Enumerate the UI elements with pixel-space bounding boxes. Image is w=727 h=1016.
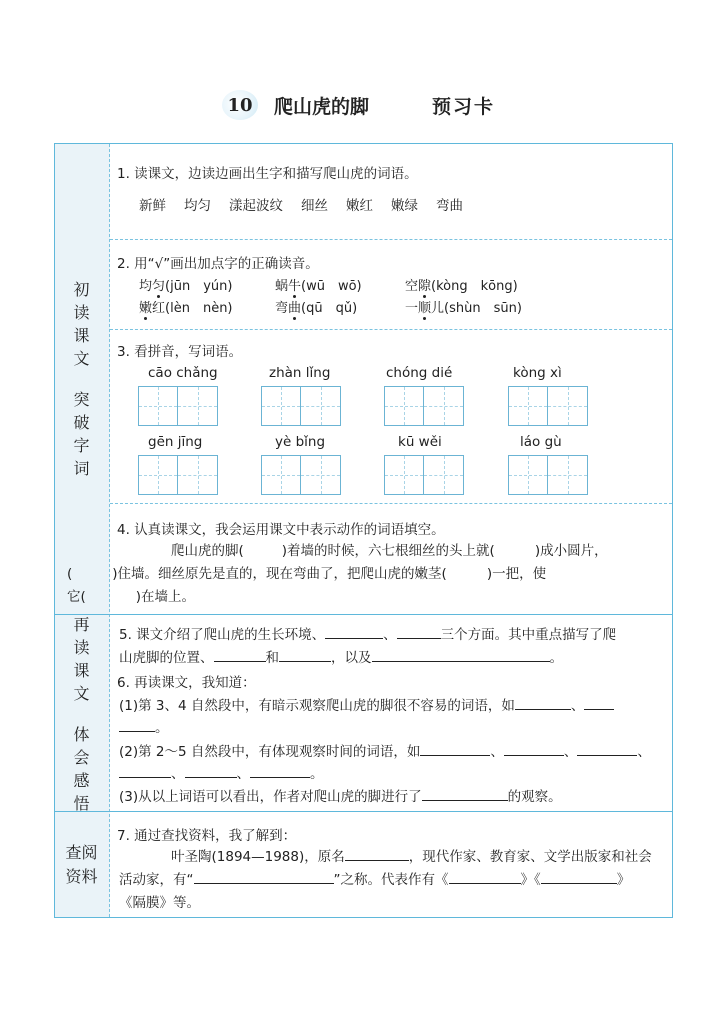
- writing-cell[interactable]: [178, 386, 218, 426]
- pinyin: kòng xì: [513, 365, 562, 381]
- word: 细丝: [301, 198, 328, 214]
- blank[interactable]: [541, 869, 617, 884]
- divider: [110, 239, 672, 240]
- question-5: 5. 课文介绍了爬山虎的生长环境、 、 三个方面。其中重点描写了爬 山虎脚的位置、 和 ，以及 。: [119, 624, 667, 670]
- question-6-part-1: (1)第 3、4 自然段中，有暗示观察爬山虎的脚很不容易的词语，如 、 。: [119, 695, 667, 739]
- blank[interactable]: [447, 564, 487, 578]
- dotted-char: 牛: [288, 275, 301, 294]
- blank[interactable]: [420, 741, 490, 756]
- blank[interactable]: [397, 624, 441, 639]
- pinyin: gēn jīng: [148, 434, 203, 450]
- pinyin-choice[interactable]: 嫩红(lèn nèn): [139, 297, 233, 316]
- blank[interactable]: [72, 564, 112, 578]
- section1-char: 破: [73, 413, 90, 432]
- blank[interactable]: [515, 695, 571, 710]
- section1-char: 字: [73, 436, 90, 455]
- question-1-words: [139, 194, 463, 214]
- pinyin: cāo chǎng: [148, 365, 218, 381]
- question-3-text: 3. 看拼音，写词语。: [117, 344, 243, 360]
- card-label: 预习卡: [432, 96, 496, 118]
- pinyin-choice[interactable]: 一顺儿(shùn sūn): [405, 297, 522, 316]
- section-divider: [55, 614, 672, 615]
- question-6-part-3: (3)从以上词语可以看出，作者对爬山虎的脚进行了 的观察。: [119, 786, 667, 809]
- section1-char: 突: [73, 390, 90, 409]
- blank[interactable]: [86, 587, 136, 601]
- blank[interactable]: [449, 869, 521, 884]
- writing-cell[interactable]: [178, 455, 218, 495]
- section1-char: 文: [73, 349, 90, 368]
- writing-cell[interactable]: [261, 455, 301, 495]
- tianzige-group[interactable]: [384, 432, 464, 495]
- tianzige-group[interactable]: [138, 363, 218, 426]
- section2-char: 感: [73, 770, 90, 790]
- writing-cell[interactable]: [424, 455, 464, 495]
- blank[interactable]: [577, 741, 637, 756]
- question-4-text: 4. 认真读课文，我会运用课文中表示动作的词语填空。: [117, 522, 445, 538]
- question-6-text: 6. 再读课文，我知道：: [117, 675, 256, 691]
- divider: [110, 329, 672, 330]
- tianzige-group[interactable]: [261, 432, 341, 495]
- lesson-number-badge: 10: [222, 90, 258, 120]
- blank[interactable]: [279, 647, 331, 662]
- section-label-research: [55, 813, 108, 917]
- word: 均匀: [184, 198, 211, 214]
- section2-char: 悟: [73, 793, 90, 813]
- writing-cell[interactable]: [261, 386, 301, 426]
- section1-char: 课: [73, 326, 90, 345]
- dotted-char: 匀: [152, 275, 165, 294]
- blank[interactable]: [504, 741, 564, 756]
- writing-cell[interactable]: [138, 455, 178, 495]
- section-label-read-first: [55, 144, 108, 614]
- writing-cell[interactable]: [301, 455, 341, 495]
- writing-cell[interactable]: [424, 386, 464, 426]
- section2-char: 读: [73, 637, 90, 657]
- section-divider: [55, 811, 672, 812]
- section2-char: 会: [73, 747, 90, 767]
- tianzige-group[interactable]: [138, 432, 218, 495]
- writing-cell[interactable]: [548, 455, 588, 495]
- word: 新鲜: [139, 198, 166, 214]
- lesson-title: 爬山虎的脚: [274, 96, 370, 118]
- blank[interactable]: [244, 541, 282, 555]
- writing-cell[interactable]: [384, 386, 424, 426]
- question-2-text: 2. 用“√”画出加点字的正确读音。: [117, 256, 319, 272]
- word: 弯曲: [436, 198, 463, 214]
- dotted-char: 顺: [418, 297, 431, 316]
- divider: [110, 503, 672, 504]
- tianzige-group[interactable]: [384, 363, 464, 426]
- writing-cell[interactable]: [384, 455, 424, 495]
- section-label-read-again: [55, 616, 108, 811]
- section2-char: 文: [73, 683, 90, 703]
- blank[interactable]: [584, 695, 614, 710]
- writing-cell[interactable]: [301, 386, 341, 426]
- word: 嫩绿: [391, 198, 418, 214]
- dotted-char: 隙: [418, 275, 431, 294]
- blank[interactable]: [119, 763, 171, 778]
- pinyin-choice[interactable]: 均匀(jūn yún): [139, 275, 232, 294]
- writing-cell[interactable]: [508, 455, 548, 495]
- section3-char: 阅: [81, 843, 98, 862]
- section1-char: 初: [73, 280, 90, 299]
- pinyin: yè bǐng: [275, 434, 326, 450]
- blank[interactable]: [214, 647, 266, 662]
- header: [0, 88, 727, 124]
- tianzige-group[interactable]: [508, 432, 588, 495]
- blank[interactable]: [250, 763, 310, 778]
- tianzige-group[interactable]: [261, 363, 341, 426]
- question-4-passage: 爬山虎的脚( )着墙的时候，六七根细丝的头上就( )成小圆片， ( )住墙。细丝原先是直的，现在弯曲了，把爬山虎的嫩茎( )一把，使 它( )在墙上。: [67, 543, 608, 605]
- writing-cell[interactable]: [508, 386, 548, 426]
- pinyin-choice[interactable]: 蜗牛(wū wō): [275, 275, 362, 294]
- question-6-part-2: (2)第 2～5 自然段中，有体现观察时间的词语，如 、 、 、 、 、 。: [119, 741, 667, 785]
- section1-char: 词: [73, 459, 90, 478]
- blank[interactable]: [185, 763, 237, 778]
- section2-char: 再: [73, 614, 90, 634]
- section3-char: 查: [65, 843, 82, 862]
- blank[interactable]: [495, 541, 535, 555]
- section2-char: 体: [73, 724, 90, 744]
- writing-cell[interactable]: [548, 386, 588, 426]
- question-1-text: 1. 读课文，边读边画出生字和描写爬山虎的词语。: [117, 166, 418, 182]
- dotted-char: 嫩: [139, 297, 152, 316]
- sidebar: [55, 144, 110, 917]
- section3-char: 资: [65, 867, 82, 886]
- section1-char: 读: [73, 303, 90, 322]
- pinyin-choice[interactable]: 空隙(kòng kōng): [405, 275, 518, 294]
- section3-char: 料: [81, 867, 98, 886]
- blank[interactable]: [325, 624, 383, 639]
- writing-cell[interactable]: [138, 386, 178, 426]
- pinyin-choice[interactable]: 弯曲(qū qǔ): [275, 297, 357, 316]
- blank[interactable]: [372, 647, 550, 662]
- pinyin: láo gù: [520, 434, 562, 450]
- worksheet-frame: [54, 143, 673, 918]
- blank[interactable]: [194, 869, 334, 884]
- pinyin: kū wěi: [398, 434, 442, 450]
- tianzige-group[interactable]: [508, 363, 588, 426]
- word: 嫩红: [346, 198, 373, 214]
- section2-char: 课: [73, 660, 90, 680]
- blank[interactable]: [345, 846, 409, 861]
- pinyin: chóng dié: [386, 365, 453, 381]
- blank[interactable]: [422, 786, 508, 801]
- dotted-char: 曲: [288, 297, 301, 316]
- question-7-passage: 叶圣陶(1894—1988)，原名 ，现代作家、教育家、文学出版家和社会 活动家，有“ ”之称。代表作有《 》《 》 《隔膜》等。: [119, 846, 667, 915]
- blank[interactable]: [119, 717, 155, 732]
- word: 漾起波纹: [229, 198, 283, 214]
- question-7-text: 7. 通过查找资料，我了解到：: [117, 828, 297, 844]
- pinyin: zhàn lǐng: [269, 365, 331, 381]
